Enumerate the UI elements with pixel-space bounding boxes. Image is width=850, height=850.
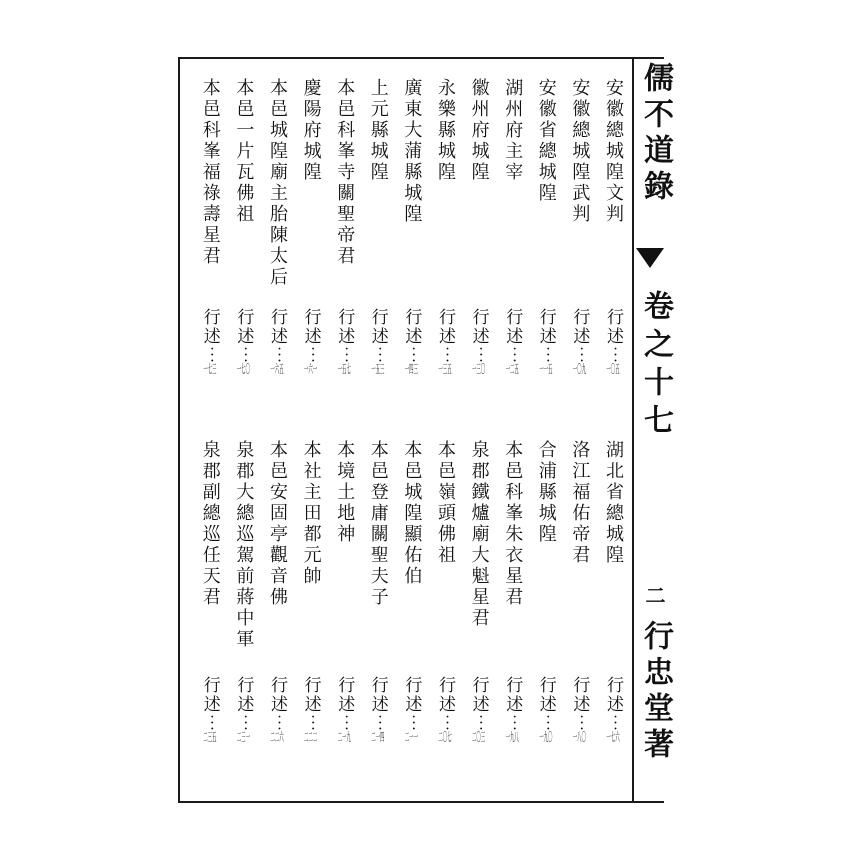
reference-label: 行述 bbox=[569, 308, 590, 346]
page-reference-number: 二二六 bbox=[270, 731, 284, 743]
page-reference-number: 一七三 bbox=[203, 363, 217, 375]
page-reference-number: 二一四 bbox=[371, 731, 385, 743]
leader-dots: ︙ bbox=[300, 346, 321, 363]
toc-entry-name: 本境土地神 bbox=[334, 440, 356, 545]
toc-entry-reference bbox=[401, 676, 422, 743]
toc-entry-name: 泉郡副總巡任天君 bbox=[199, 440, 221, 608]
toc-entry-name: 本邑登庸關聖夫子 bbox=[367, 440, 389, 608]
toc-entry-reference bbox=[537, 308, 554, 375]
page-reference-number: 二〇七 bbox=[438, 731, 452, 743]
toc-entry-reference bbox=[334, 676, 355, 743]
page-number: 二 bbox=[642, 585, 666, 605]
reference-label: 行述 bbox=[233, 308, 254, 346]
toc-entry-reference bbox=[233, 676, 254, 743]
page-reference-number: 一五七 bbox=[337, 363, 351, 375]
reference-label: 行述 bbox=[401, 308, 422, 346]
book-title: 儒不道錄 bbox=[638, 62, 673, 206]
toc-entry-reference bbox=[604, 676, 621, 743]
leader-dots: ︙ bbox=[334, 714, 355, 731]
toc-entry-reference bbox=[233, 308, 254, 375]
toc-entry-reference bbox=[502, 308, 523, 375]
leader-dots: ︙ bbox=[367, 346, 388, 363]
toc-entry-name: 洛江福佑帝君 bbox=[569, 440, 591, 566]
toc-entry-reference bbox=[569, 308, 590, 375]
toc-entry-reference bbox=[502, 676, 523, 743]
leader-dots: ︙ bbox=[334, 346, 355, 363]
page-reference-number: 二二二 bbox=[303, 731, 318, 743]
reference-label: 行述 bbox=[334, 308, 355, 346]
reference-label: 行述 bbox=[603, 308, 623, 346]
toc-entry-name: 湖北省總城隍 bbox=[603, 440, 624, 566]
toc-entry-name: 安徽總城隍武判 bbox=[569, 78, 591, 225]
reference-label: 行述 bbox=[199, 308, 220, 346]
leader-dots: ︙ bbox=[468, 346, 489, 363]
page-reference-number: 一三五 bbox=[438, 363, 452, 375]
leader-dots: ︙ bbox=[535, 346, 556, 363]
toc-entry-reference bbox=[569, 676, 590, 743]
toc-entry-name: 徽州府城隍 bbox=[468, 78, 490, 183]
volume-label: 卷之十七 bbox=[638, 290, 673, 442]
toc-entry-name: 本邑科峯朱衣星君 bbox=[502, 440, 524, 608]
toc-entry-name: 本邑城隍廟主胎陳太后 bbox=[267, 78, 288, 288]
leader-dots: ︙ bbox=[367, 714, 388, 731]
leader-dots: ︙ bbox=[435, 346, 455, 363]
publisher-hall: 行忠堂著 bbox=[638, 620, 673, 764]
leader-dots: ︙ bbox=[199, 346, 220, 363]
reference-label: 行述 bbox=[502, 308, 523, 346]
page-reference-number: 二三五 bbox=[203, 731, 217, 743]
reference-label: 行述 bbox=[367, 676, 388, 714]
reference-label: 行述 bbox=[334, 676, 355, 714]
page-reference-number: 二一九 bbox=[337, 731, 351, 743]
reference-label: 行述 bbox=[300, 676, 321, 714]
fish-tail-mark bbox=[636, 248, 664, 268]
leader-dots: ︙ bbox=[569, 346, 590, 363]
reference-label: 行述 bbox=[267, 308, 287, 346]
toc-entry-name: 本邑城隍顯佑伯 bbox=[401, 440, 423, 587]
reference-label: 行述 bbox=[535, 676, 556, 714]
page-reference-number: 一〇五 bbox=[606, 363, 620, 375]
toc-entry-name: 永樂縣城隍 bbox=[435, 78, 456, 183]
toc-entry-name: 本邑科峯寺關聖帝君 bbox=[334, 78, 356, 267]
toc-entry-name: 泉郡鐵爐廟大魁星君 bbox=[468, 440, 490, 629]
toc-entry-reference bbox=[604, 308, 621, 375]
margin-rule bbox=[632, 57, 634, 803]
reference-label: 行述 bbox=[502, 676, 523, 714]
toc-entry-reference bbox=[436, 676, 453, 743]
leader-dots: ︙ bbox=[569, 714, 590, 731]
toc-entry-reference bbox=[470, 308, 487, 375]
reference-label: 行述 bbox=[468, 676, 489, 714]
toc-entry-reference bbox=[334, 308, 355, 375]
reference-label: 行述 bbox=[233, 676, 254, 714]
leader-dots: ︙ bbox=[603, 714, 623, 731]
page-reference-number: 一七〇 bbox=[236, 363, 250, 375]
page-reference-number: 一九八 bbox=[505, 731, 519, 743]
page-reference-number: 一四三 bbox=[404, 363, 418, 375]
reference-label: 行述 bbox=[435, 308, 455, 346]
reference-label: 行述 bbox=[300, 308, 321, 346]
leader-dots: ︙ bbox=[401, 346, 422, 363]
toc-entry-name: 本邑安固亭觀音佛 bbox=[267, 440, 288, 608]
toc-entry-reference bbox=[470, 676, 487, 743]
toc-entry-name: 本邑嶺頭佛祖 bbox=[435, 440, 456, 566]
reference-label: 行述 bbox=[367, 308, 388, 346]
leader-dots: ︙ bbox=[502, 714, 523, 731]
toc-entry-name: 湖州府主宰 bbox=[502, 78, 524, 183]
page-reference-number: 一五三 bbox=[371, 363, 385, 375]
leader-dots: ︙ bbox=[401, 714, 422, 731]
page-reference-number: 一六一 bbox=[303, 363, 318, 375]
leader-dots: ︙ bbox=[535, 714, 556, 731]
page-reference-number: 二三一 bbox=[236, 731, 250, 743]
page-reference-number: 一九〇 bbox=[539, 731, 553, 743]
page-reference-number: 一二五 bbox=[505, 363, 519, 375]
page-reference-number: 一三〇 bbox=[471, 363, 486, 375]
toc-entry-name: 本社主田都元帥 bbox=[300, 440, 322, 587]
toc-entry-reference bbox=[268, 676, 285, 743]
toc-entry-name: 本邑科峯福祿壽星君 bbox=[199, 78, 221, 267]
toc-entry-name: 合浦縣城隍 bbox=[535, 440, 557, 545]
toc-entry-name: 上元縣城隍 bbox=[367, 78, 389, 183]
leader-dots: ︙ bbox=[233, 714, 254, 731]
toc-entry-name: 廣東大蒲縣城隍 bbox=[401, 78, 423, 225]
reference-label: 行述 bbox=[401, 676, 422, 714]
reference-label: 行述 bbox=[435, 676, 455, 714]
leader-dots: ︙ bbox=[435, 714, 455, 731]
toc-entry-reference bbox=[369, 308, 386, 375]
page-reference-number: 二一一 bbox=[404, 731, 418, 743]
reference-label: 行述 bbox=[535, 308, 556, 346]
toc-entry-reference bbox=[537, 676, 554, 743]
reference-label: 行述 bbox=[267, 676, 287, 714]
toc-entry-reference bbox=[302, 308, 319, 375]
toc-entry-name: 本邑一片瓦佛祖 bbox=[233, 78, 255, 225]
page-reference-number: 一七六 bbox=[606, 731, 620, 743]
toc-entry-reference bbox=[201, 676, 218, 743]
reference-label: 行述 bbox=[199, 676, 220, 714]
page-reference-number: 一一五 bbox=[539, 363, 553, 375]
toc-entry-name: 泉郡大總巡駕前蔣中軍 bbox=[233, 440, 255, 650]
leader-dots: ︙ bbox=[199, 714, 220, 731]
toc-entry-reference bbox=[436, 308, 453, 375]
reference-label: 行述 bbox=[468, 308, 489, 346]
toc-entry-name: 安徽省總城隍 bbox=[535, 78, 557, 204]
reference-label: 行述 bbox=[603, 676, 623, 714]
leader-dots: ︙ bbox=[233, 346, 254, 363]
toc-entry-name: 慶陽府城隍 bbox=[300, 78, 322, 183]
leader-dots: ︙ bbox=[603, 346, 623, 363]
toc-entry-reference bbox=[369, 676, 386, 743]
page-reference-number: 二〇三 bbox=[471, 731, 486, 743]
toc-entry-reference bbox=[302, 676, 319, 743]
page-reference-number: 一〇九 bbox=[572, 363, 586, 375]
toc-entry-reference bbox=[268, 308, 285, 375]
toc-entry-reference bbox=[401, 308, 422, 375]
toc-entry-name: 安徽總城隍文判 bbox=[603, 78, 624, 225]
page-reference-number: 一八〇 bbox=[572, 731, 586, 743]
reference-label: 行述 bbox=[569, 676, 590, 714]
leader-dots: ︙ bbox=[267, 346, 287, 363]
leader-dots: ︙ bbox=[300, 714, 321, 731]
leader-dots: ︙ bbox=[468, 714, 489, 731]
leader-dots: ︙ bbox=[267, 714, 287, 731]
leader-dots: ︙ bbox=[502, 346, 523, 363]
toc-entry-reference bbox=[201, 308, 218, 375]
page-reference-number: 一六五 bbox=[270, 363, 284, 375]
